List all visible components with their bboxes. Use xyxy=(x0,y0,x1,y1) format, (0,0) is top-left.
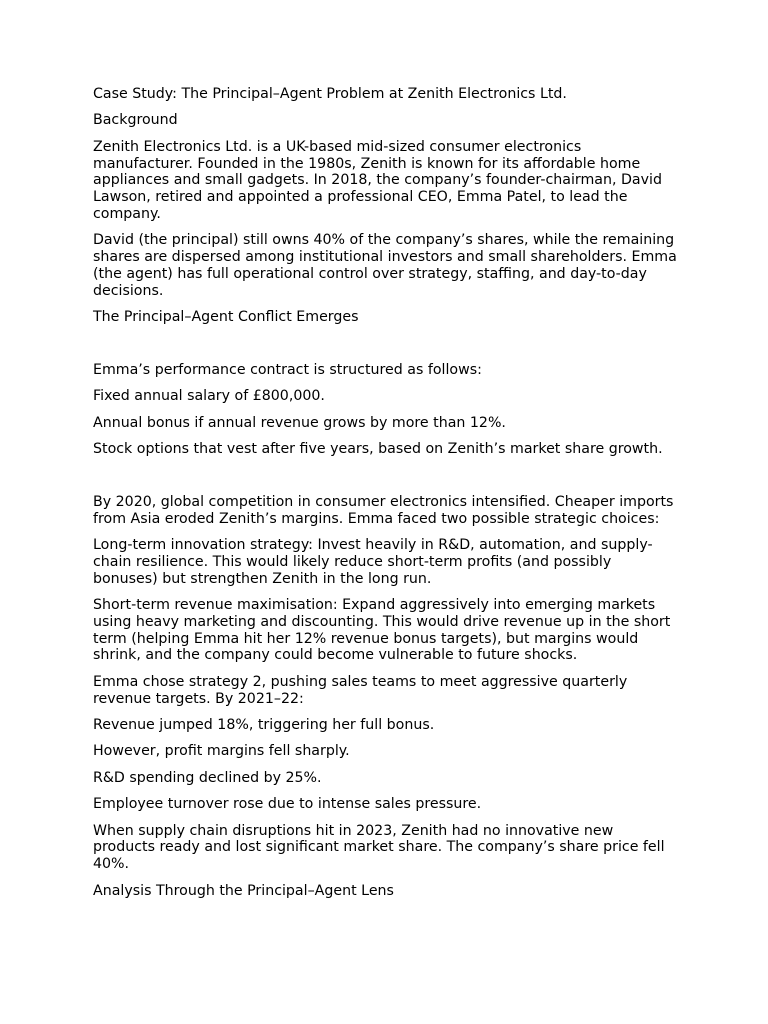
contract-item-bonus: Annual bonus if annual revenue grows by more than 12%. xyxy=(93,414,506,431)
paragraph-choice: Emma chose strategy 2, pushing sales teams to meet aggressive quarterly revenue targets. By 2021–22: xyxy=(93,673,628,707)
document-title: Case Study: The Principal–Agent Problem at Zenith Electronics Ltd. xyxy=(93,86,567,102)
contract-intro: Emma’s performance contract is structured as follows: xyxy=(93,361,482,378)
paragraph-intro: Zenith Electronics Ltd. is a UK-based mid-sized consumer electronics manufacturer. Founded in the 1980s, Zenith is known for its affordable home appliances and small gadgets. In 2018, the company’s founder-chairman, David Lawson, retired and appointed a professional CEO, Emma Patel, to lead the company. xyxy=(93,138,662,222)
strategy-short-term: Short-term revenue maximisation: Expand aggressively into emerging markets using heavy marketing and discounting. This would drive revenue up in the short term (helping Emma hit her 12% revenue bonus targets), but margins would shrink, and the company could become vulnerable to future shocks. xyxy=(93,597,671,664)
outcome-rd-spending: R&D spending declined by 25%. xyxy=(93,769,322,786)
section-heading-analysis: Analysis Through the Principal–Agent Lens xyxy=(93,882,394,899)
section-heading-background: Background xyxy=(93,112,178,129)
outcome-revenue: Revenue jumped 18%, triggering her full bonus. xyxy=(93,717,435,734)
outcome-margins: However, profit margins fell sharply. xyxy=(93,743,350,760)
contract-item-salary: Fixed annual salary of £800,000. xyxy=(93,388,325,405)
paragraph-competition: By 2020, global competition in consumer electronics intensified. Cheaper imports from Asia eroded Zenith’s margins. Emma faced two possible strategic choices: xyxy=(93,493,674,527)
document-page xyxy=(93,86,678,909)
section-heading-conflict: The Principal–Agent Conflict Emerges xyxy=(93,309,359,326)
contract-item-stock-options: Stock options that vest after five years, based on Zenith’s market share growth. xyxy=(93,441,663,458)
outcome-turnover: Employee turnover rose due to intense sales pressure. xyxy=(93,796,482,813)
paragraph-disruption: When supply chain disruptions hit in 2023, Zenith had no innovative new products ready and lost significant market share. The company’s share price fell 40%. xyxy=(93,822,665,873)
strategy-long-term: Long-term innovation strategy: Invest heavily in R&D, automation, and supply-chain resilience. This would likely reduce short-term profits (and possibly bonuses) but strengthen Zenith in the long run. xyxy=(93,537,653,587)
paragraph-ownership: David (the principal) still owns 40% of the company’s shares, while the remaining shares are dispersed among institutional investors and small shareholders. Emma (the agent) has full operational control over strategy, staffing, and day-to-day decisions. xyxy=(93,232,677,299)
